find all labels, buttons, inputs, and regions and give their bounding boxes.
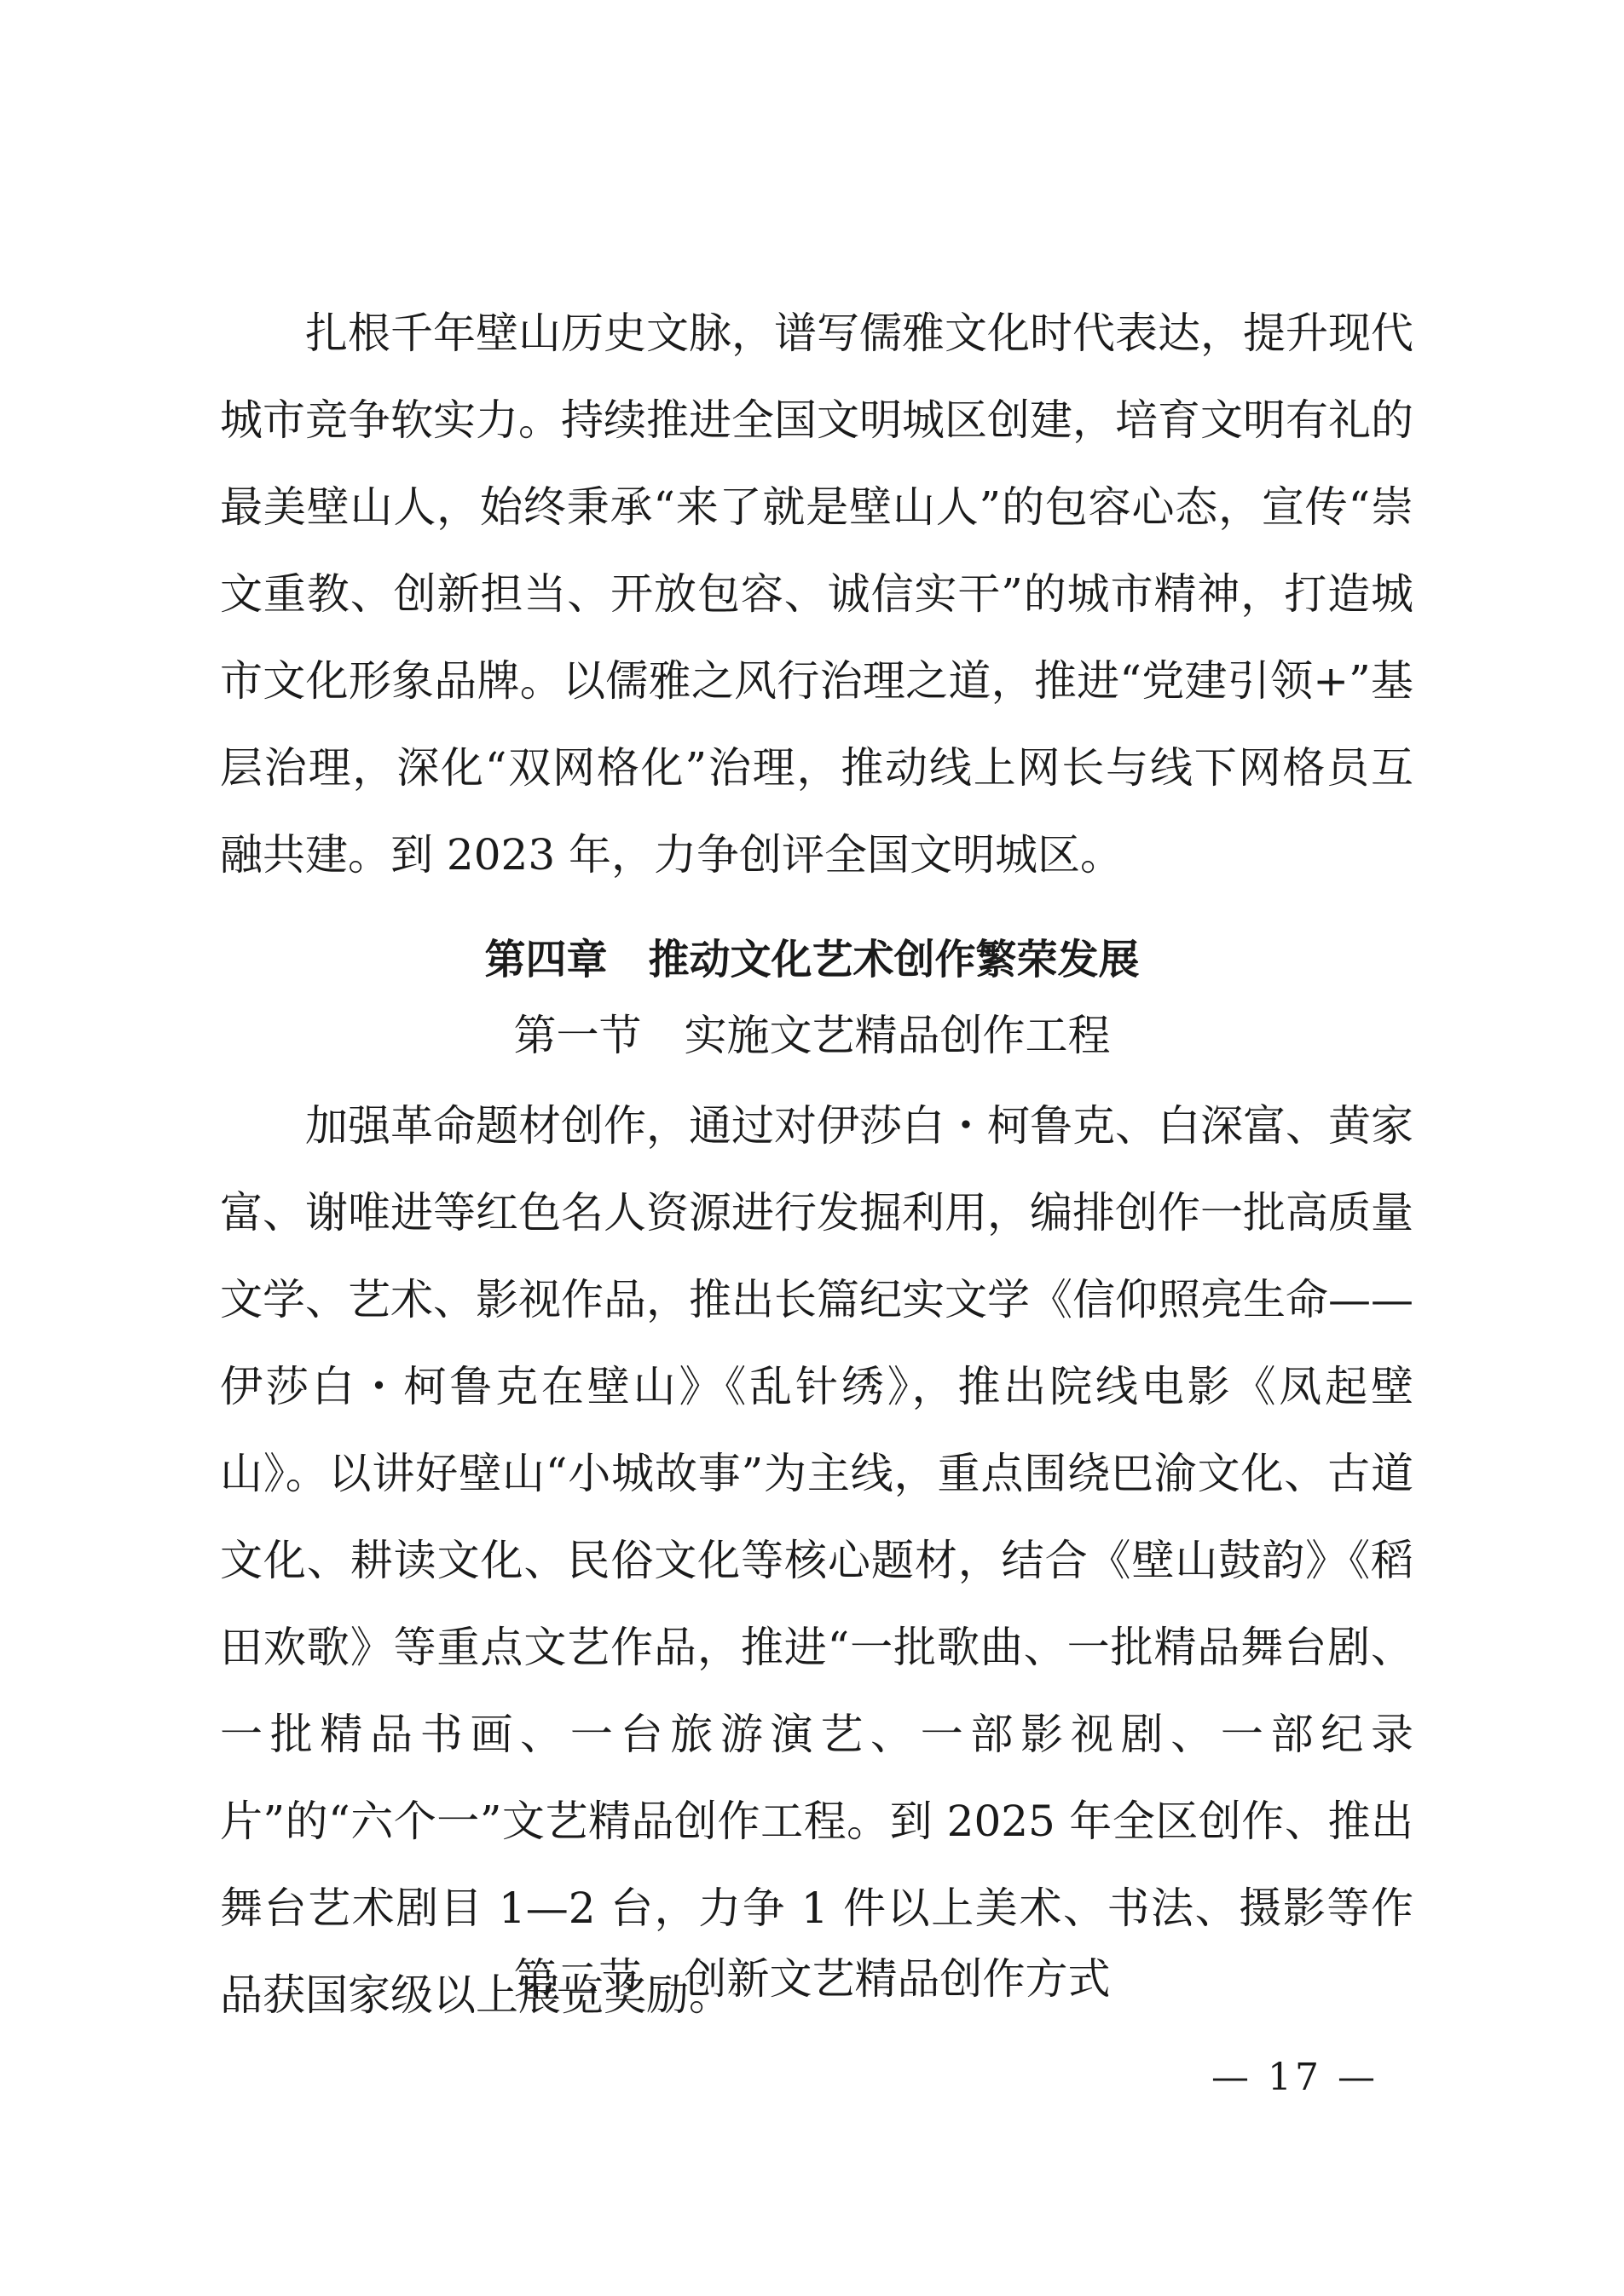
body-paragraph-1-container <box>220 290 1413 898</box>
section-1-title: 第一节 实施文艺精品创作工程 <box>513 1011 1111 1060</box>
body-paragraph-1: 扎根千年壁山历史文脉，谱写儒雅文化时代表达，提升现代城市竞争软实力。持续推进全国文明城区创建，培育文明有礼的最美壁山人，始终秉承“来了就是壁山人”的包容心态，宣传“崇文重教、创新担当、开放包容、诚信实干”的城市精神，打造城市文化形象品牌。以儒雅之风行治理之道，推进“党建引领+”基层治理，深化“双网格化”治理，推动线上网长与线下网格员互融共建。到 2023 年，力争创评全国文明城区。 <box>220 309 1413 880</box>
section-2-title: 第二节 创新文艺精品创作方式 <box>513 1954 1111 2004</box>
chapter-title: 第四章 推动文化艺术创作繁荣发展 <box>484 936 1140 984</box>
body-paragraph-2: 加强革命题材创作，通过对伊莎白・柯鲁克、白深富、黄家富、谢唯进等红色名人资源进行发掘利用，编排创作一批高质量文学、艺术、影视作品，推出长篇纪实文学《信仰照亮生命——伊莎白・柯鲁克在壁山》《乱针绣》，推出院线电影《凤起壁山》。以讲好壁山“小城故事”为主线，重点围绕巴渝文化、古道文化、耕读文化、民俗文化等核心题材，结合《壁山鼓韵》《稻田欢歌》等重点文艺作品，推进“一批歌曲、一批精品舞台剧、一批精品书画、一台旅游演艺、一部影视剧、一部纪录片”的“六个一”文艺精品创作工程。到 2025 年全区创作、推出舞台艺术剧目 1—2 台，力争 1 件以上美术、书法、摄影等作品获国家级以上展览奖励。 <box>220 1101 1413 2020</box>
body-paragraph-2-container <box>220 1082 1413 2039</box>
page-number: — 17 — <box>1211 2056 1378 2099</box>
